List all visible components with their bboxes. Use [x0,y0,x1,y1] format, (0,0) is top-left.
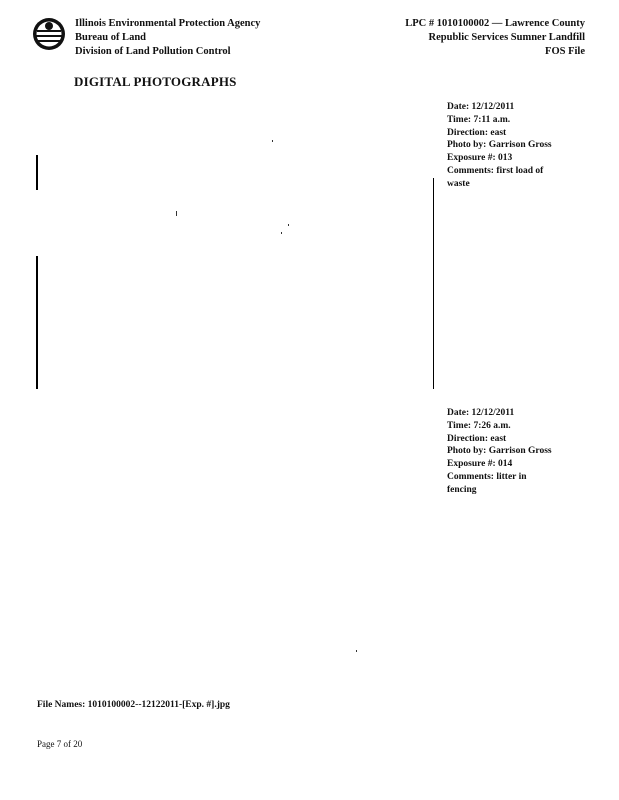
photo-2-artifact [356,650,357,652]
photo-2-caption [447,407,582,497]
page-number: Page 7 of 20 [37,739,83,749]
agency-header [75,17,260,59]
page-title: DIGITAL PHOTOGRAPHS [74,74,237,89]
photo-1-comments: Comments: first load of [447,165,544,176]
photo-2-date: Date: 12/12/2011 [447,408,515,418]
agency-seal-logo [32,17,66,51]
photo-1-date: Date: 12/12/2011 [447,102,515,112]
photo-2-time: Time: 7:26 a.m. [447,420,511,431]
photo-1-artifact [281,232,282,234]
photo-1-time: Time: 7:11 a.m. [447,114,511,125]
photo-1-exposure: Exposure #: 013 [447,153,513,164]
photo-1-artifact [176,211,177,216]
photo-2-direction: Direction: east [447,433,507,444]
facility-header [405,17,585,59]
facility-name: Republic Services Sumner Landfill [428,32,585,43]
photo-1-left-edge [36,155,38,190]
bureau-name: Bureau of Land [75,32,146,43]
file-names-note: File Names: 1010100002--12122011-[Exp. #].jpg [37,700,230,710]
photo-1-left-edge-lower [36,256,38,389]
photo-1-photographer: Photo by: Garrison Gross [447,140,552,151]
lpc-number: LPC # 1010100002 — Lawrence County [405,18,585,29]
file-type: FOS File [545,46,585,57]
photo-2-exposure: Exposure #: 014 [447,459,513,470]
photo-1-direction: Direction: east [447,127,507,138]
division-name: Division of Land Pollution Control [75,46,231,57]
photo-1-artifact [272,140,273,142]
photo-1-right-edge [433,178,434,389]
photo-2-comments-cont: fencing [447,484,477,495]
photo-1-caption [447,101,582,191]
photo-1-artifact [288,224,289,226]
photo-1-comments-cont: waste [447,178,470,189]
photo-2-comments: Comments: litter in [447,471,527,482]
photo-2-photographer: Photo by: Garrison Gross [447,446,552,457]
agency-name: Illinois Environmental Protection Agency [75,18,261,29]
